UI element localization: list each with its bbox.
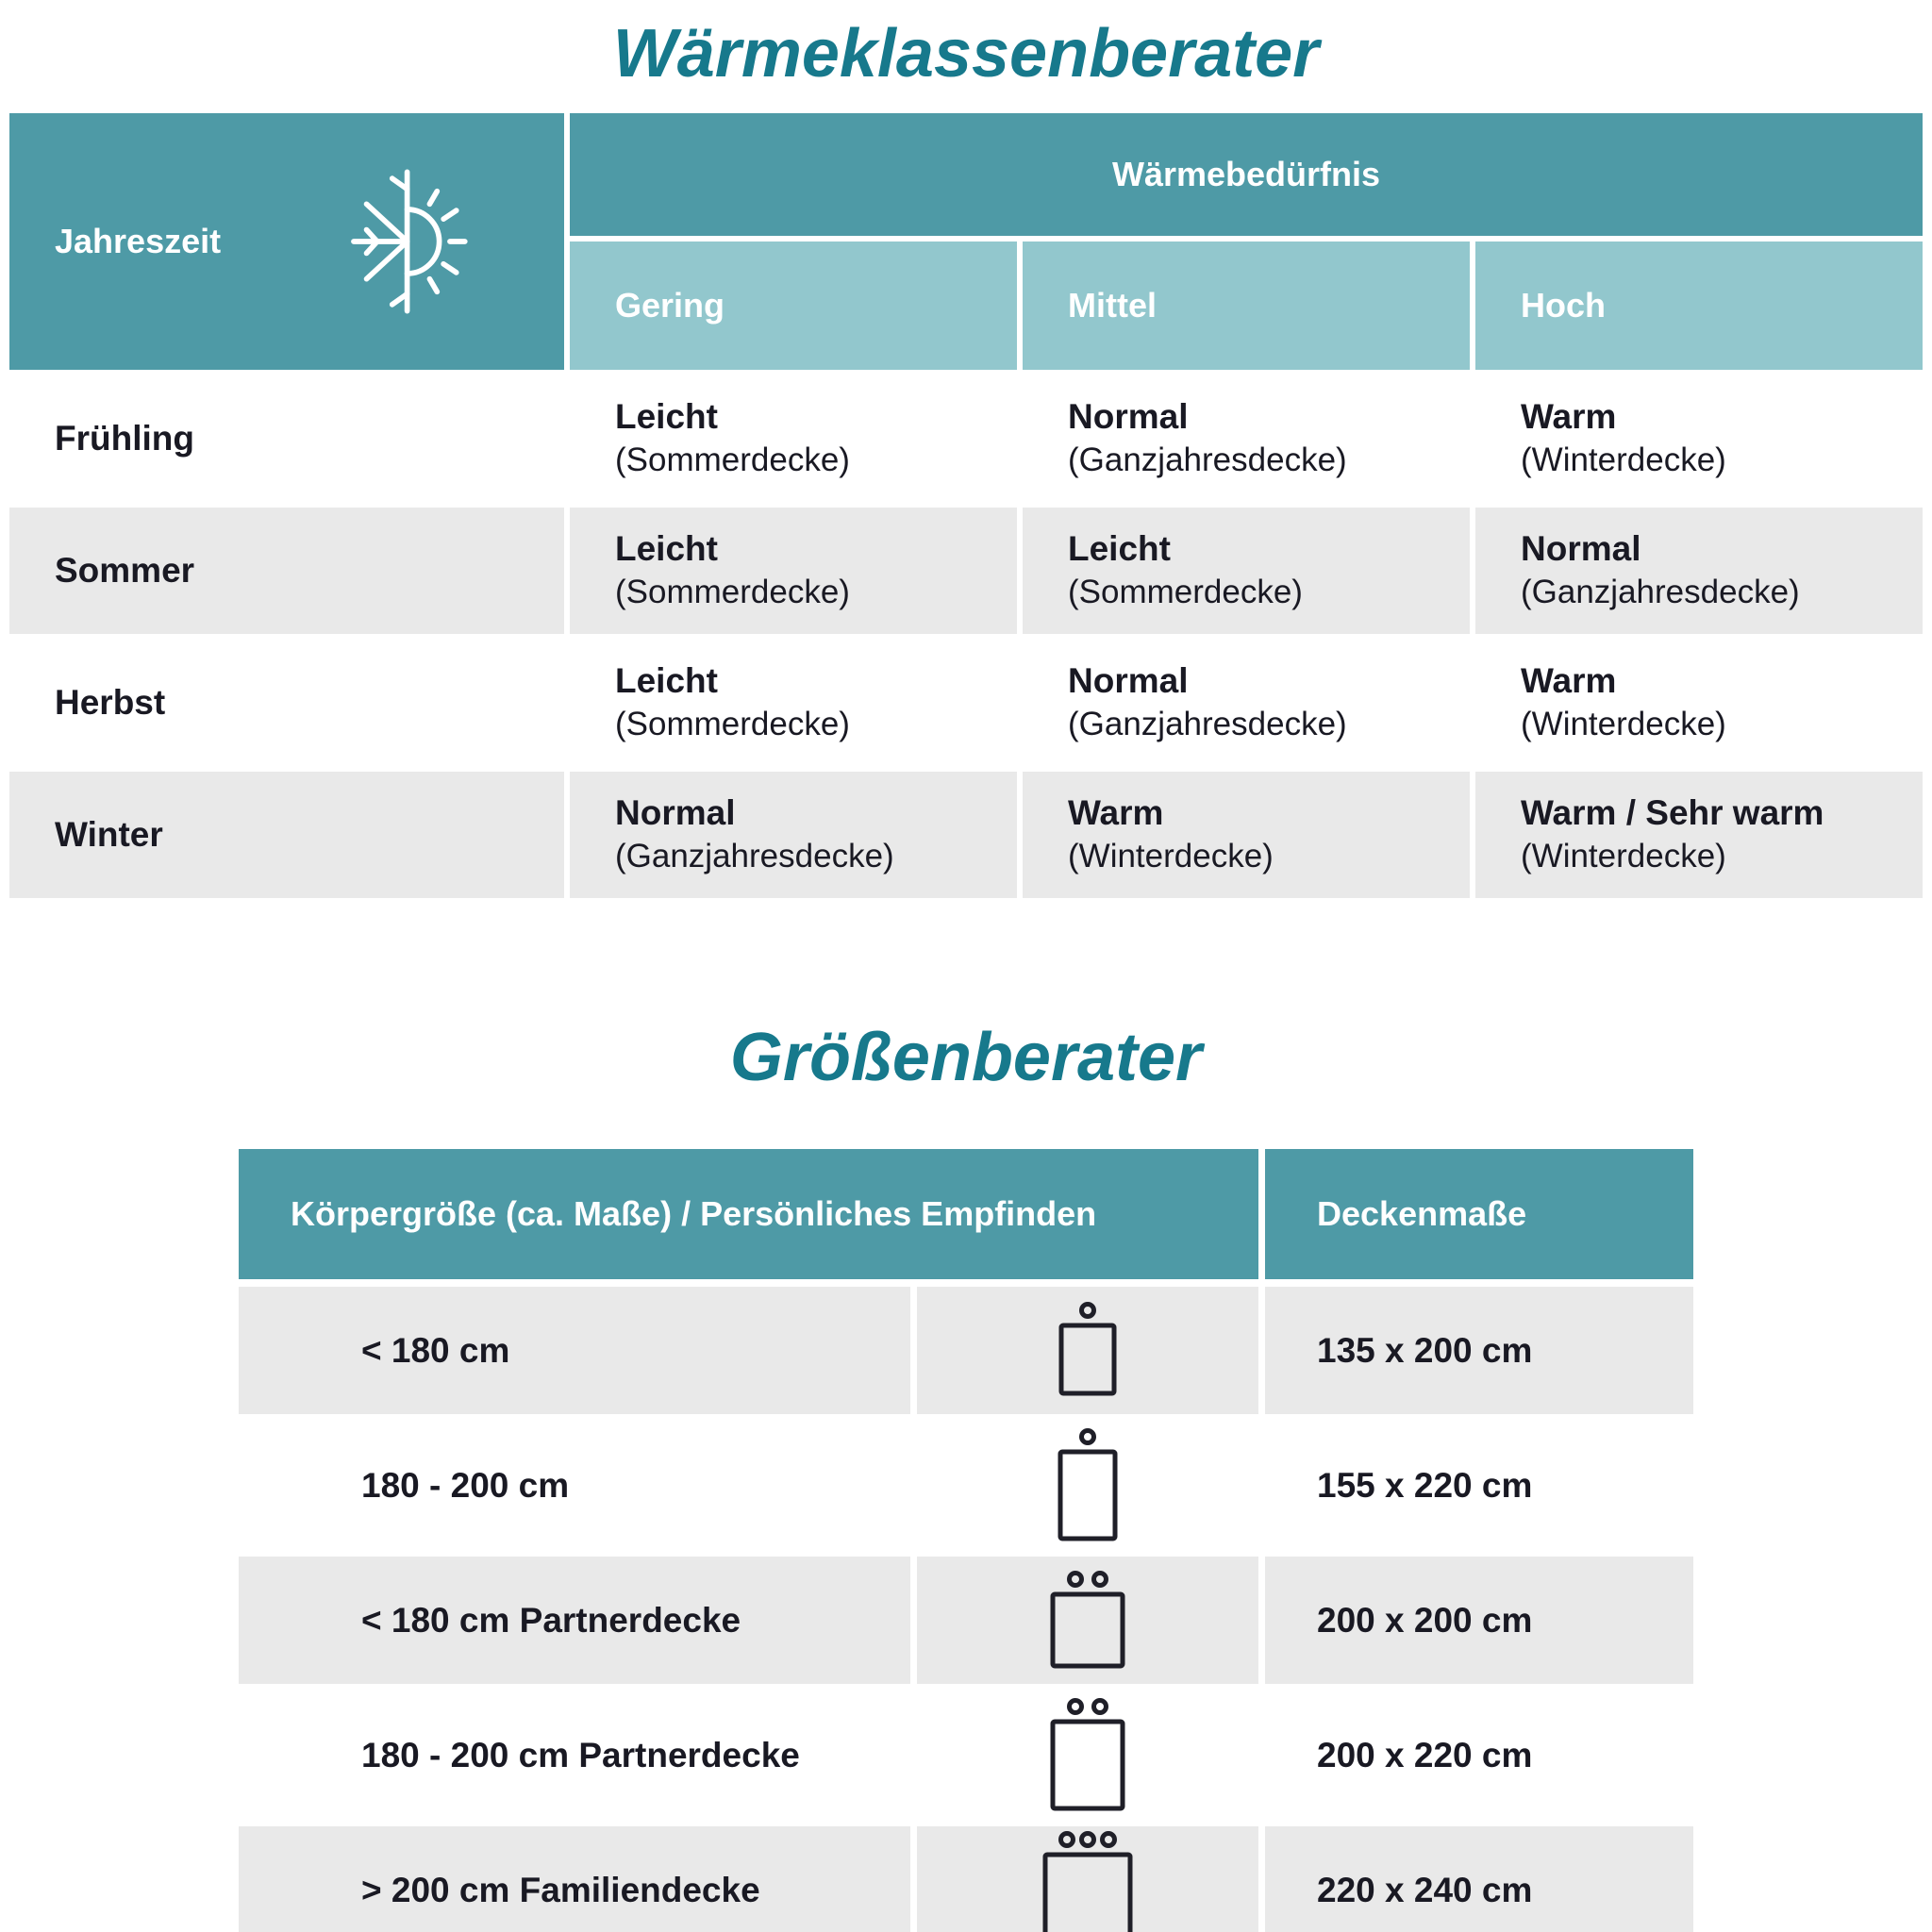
warmth-class: Normal [1521, 529, 1641, 568]
duvet-size-value: 135 x 200 cm [1265, 1287, 1693, 1414]
warmth-class: Leicht [1068, 529, 1171, 568]
warmth-cell [570, 772, 1017, 898]
warmth-class: Warm [1521, 397, 1617, 436]
duvet-type: (Winterdecke) [1521, 706, 1726, 742]
warmth-cell [1475, 375, 1923, 502]
duvet-1-person-icon [1055, 1301, 1121, 1400]
icon-cell [917, 1422, 1258, 1549]
column-header-gering: Gering [570, 242, 1017, 370]
warmth-class: Leicht [615, 529, 718, 568]
warmth-cell [1023, 375, 1470, 502]
warmth-class: Warm [1068, 793, 1164, 832]
warmth-class: Warm [1521, 661, 1617, 700]
warmth-need-group-header: Wärmebedürfnis [570, 113, 1923, 236]
duvet-type: (Winterdecke) [1521, 441, 1726, 478]
icon-cell [917, 1826, 1258, 1932]
body-height-label: > 200 cm Familiendecke [239, 1826, 910, 1932]
season-label: Frühling [55, 419, 194, 458]
icon-cell [917, 1287, 1258, 1414]
warmth-table-corner-header [9, 113, 564, 370]
body-height-label: < 180 cm [239, 1287, 910, 1414]
warmth-cell [1475, 640, 1923, 766]
duvet-type: (Sommerdecke) [615, 574, 850, 610]
duvet-size-value: 220 x 240 cm [1265, 1826, 1693, 1932]
duvet-size-column-header: Deckenmaße [1265, 1149, 1693, 1279]
duvet-size-value: 200 x 200 cm [1265, 1557, 1693, 1684]
duvet-2-person-icon [1045, 1570, 1130, 1672]
duvet-size-value: 200 x 220 cm [1317, 1735, 1533, 1774]
duvet-type: (Sommerdecke) [615, 706, 850, 742]
duvet-type: (Ganzjahresdecke) [1068, 441, 1347, 478]
warmth-class: Warm / Sehr warm [1521, 793, 1824, 832]
season-label: Sommer [9, 508, 564, 634]
warmth-cell [1023, 772, 1470, 898]
warmth-class: Normal [1068, 661, 1189, 700]
snowflake-sun-icon [340, 161, 481, 322]
column-header-mittel: Mittel [1023, 242, 1470, 370]
warmth-class: Normal [615, 793, 736, 832]
duvet-1-person-tall-icon [1055, 1427, 1121, 1544]
season-label: Winter [9, 772, 564, 898]
warmth-class: Leicht [615, 397, 718, 436]
warmth-cell [1475, 508, 1923, 634]
warmth-cell [1023, 508, 1470, 634]
duvet-type: (Ganzjahresdecke) [1068, 706, 1347, 742]
season-label: Herbst [55, 683, 166, 722]
warmth-class: Normal [1068, 397, 1189, 436]
body-height-label: 180 - 200 cm Partnerdecke [361, 1735, 800, 1774]
duvet-size-value: 155 x 220 cm [1317, 1465, 1533, 1505]
warmth-cell [570, 375, 1017, 502]
body-height-label: < 180 cm Partnerdecke [239, 1557, 910, 1684]
warmth-cell [1475, 772, 1923, 898]
duvet-type: (Winterdecke) [1521, 838, 1726, 874]
size-advisor-title: Größenberater [729, 1020, 1203, 1095]
duvet-type: (Sommerdecke) [615, 441, 850, 478]
duvet-type: (Ganzjahresdecke) [1521, 574, 1800, 610]
duvet-3-person-icon [1038, 1830, 1138, 1932]
column-header-hoch: Hoch [1475, 242, 1923, 370]
body-height-column-header: Körpergröße (ca. Maße) / Persönliches Empfinden [239, 1149, 1258, 1279]
icon-cell [917, 1691, 1258, 1819]
warmth-advisor-title: Wärmeklassenberater [612, 16, 1320, 92]
warmth-class: Leicht [615, 661, 718, 700]
duvet-type: (Ganzjahresdecke) [615, 838, 894, 874]
body-height-label: 180 - 200 cm [361, 1465, 570, 1505]
duvet-type: (Winterdecke) [1068, 838, 1274, 874]
warmth-cell [570, 508, 1017, 634]
duvet-2-person-tall-icon [1045, 1697, 1130, 1814]
season-column-header: Jahreszeit [55, 222, 222, 260]
warmth-cell [570, 640, 1017, 766]
warmth-cell [1023, 640, 1470, 766]
size-table [239, 1149, 1693, 1932]
warmth-table [9, 113, 1923, 898]
icon-cell [917, 1557, 1258, 1684]
duvet-type: (Sommerdecke) [1068, 574, 1303, 610]
